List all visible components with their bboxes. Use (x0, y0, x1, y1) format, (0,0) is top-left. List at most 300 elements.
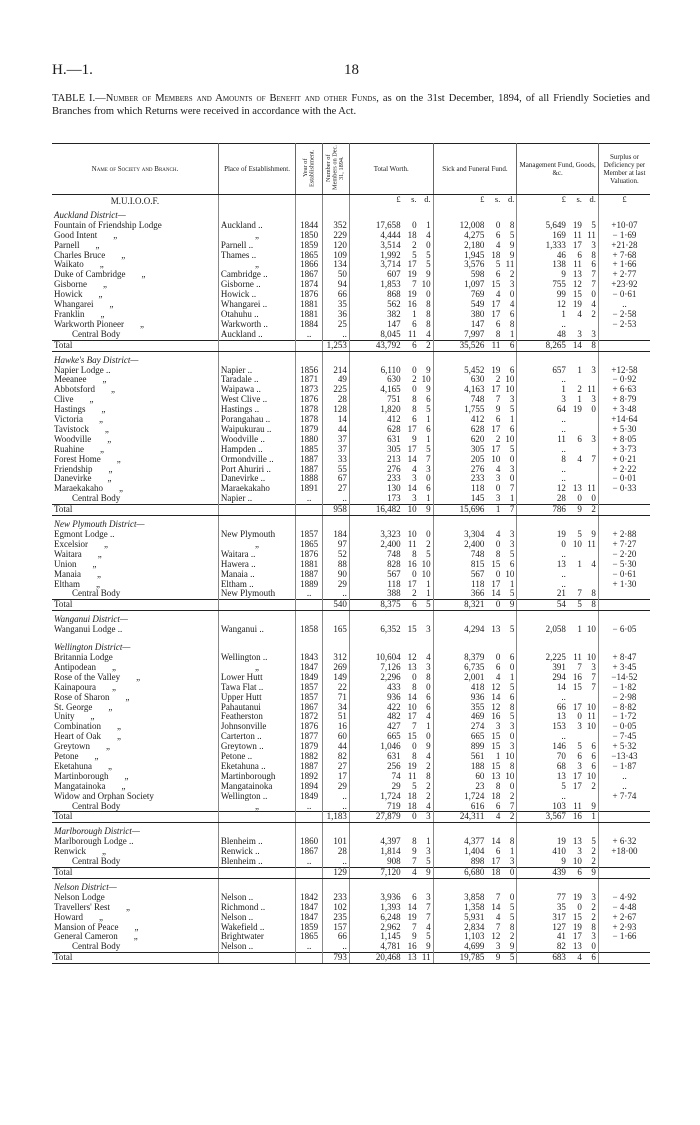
sick-funeral-fund-pounds: 898 (470, 857, 485, 867)
year: 1876 (296, 395, 323, 405)
surplus (598, 494, 650, 504)
ditto-mark: „ (112, 662, 116, 672)
branch-name (52, 847, 218, 857)
total-worth (349, 712, 433, 722)
branch-name-text: Manaia (54, 569, 81, 579)
total-management-fund (517, 953, 599, 964)
management-fund (517, 530, 599, 540)
total-sick-fund (433, 812, 517, 823)
sick-funeral-fund (433, 455, 517, 465)
place: Taradale .. (218, 375, 295, 385)
total-label: Total (52, 600, 218, 611)
total-worth (349, 857, 433, 867)
ditto-mark: „ (97, 549, 102, 559)
members: 102 (323, 903, 350, 913)
blank (296, 600, 323, 611)
total-worth (349, 903, 433, 913)
branch-name-text: Combination (54, 722, 101, 732)
place: Waipawa .. (218, 385, 295, 395)
total-worth-pounds: 1,145 (380, 932, 401, 942)
total-worth-pence: 1 (426, 837, 431, 847)
branch-name (52, 923, 218, 933)
blank (218, 195, 295, 207)
total-worth-pounds: 2,296 (380, 672, 401, 682)
branch-name (52, 703, 218, 713)
sick-funeral-fund-shillings: 2 (495, 375, 501, 385)
total-row (52, 505, 650, 516)
total-members: 1,253 (323, 340, 350, 351)
management-fund (517, 484, 599, 494)
total-total-worth-shillings: 0 (412, 811, 417, 822)
surplus: + 2·88 (612, 530, 637, 539)
sick-funeral-fund-pence: 2 (509, 270, 515, 280)
management-fund-pence: 3 (591, 932, 596, 942)
total-worth (349, 455, 433, 465)
management-fund (517, 550, 599, 560)
members: 82 (323, 752, 350, 762)
sick-funeral-fund-pounds: 549 (470, 300, 485, 310)
total-worth-shillings: 14 (407, 484, 417, 494)
blank (218, 812, 295, 823)
district-name: Auckland District— (52, 207, 218, 221)
total-worth (349, 300, 433, 310)
blank (218, 351, 295, 365)
management-fund (517, 300, 599, 310)
total-worth-pounds: 276 (387, 464, 401, 474)
ditto-mark: „ (98, 290, 103, 300)
sick-funeral-fund-pounds: 274 (470, 722, 485, 732)
total-sick-fund-pence: 9 (509, 599, 515, 610)
management-fund (517, 540, 599, 550)
sick-funeral-fund-pence: 1 (509, 847, 515, 857)
total-management-fund (517, 505, 599, 516)
sick-funeral-fund (433, 942, 517, 952)
management-fund-shillings: 10 (572, 539, 582, 549)
members: 235 (323, 913, 350, 923)
year: 1887 (296, 455, 323, 465)
management-fund-pence: 7 (591, 454, 596, 464)
ditto-mark: „ (100, 309, 105, 319)
management-fund (517, 742, 599, 752)
sick-funeral-fund (433, 260, 517, 270)
sick-funeral-fund-pence: 4 (509, 300, 515, 310)
sick-funeral-fund-pence: 5 (509, 589, 515, 599)
pence-sign: d. (507, 194, 515, 204)
branch-row (52, 474, 650, 484)
management-fund (517, 703, 599, 713)
total-worth-pence: 4 (426, 230, 431, 240)
total-management-fund-pounds: 439 (552, 867, 566, 877)
total-worth (349, 932, 433, 942)
place: Auckland .. (218, 221, 295, 231)
surplus: + 6·63 (612, 385, 637, 395)
management-fund-shillings: 17 (572, 932, 582, 942)
total-worth (349, 330, 433, 340)
total-worth-shillings: 11 (407, 539, 417, 549)
branch-row (52, 320, 650, 330)
management-fund (517, 375, 599, 385)
sick-funeral-fund-pence: 9 (509, 240, 515, 250)
sick-funeral-fund (433, 782, 517, 792)
total-label: Total (52, 953, 218, 964)
sick-funeral-fund-pence: 1 (509, 494, 515, 504)
ditto-mark: „ (108, 702, 113, 712)
branch-name (52, 732, 218, 742)
blank (598, 516, 650, 530)
sick-funeral-fund-pence: 0 (509, 732, 515, 742)
total-management-fund-shillings: 9 (577, 504, 582, 515)
sick-funeral-fund-pounds: 1,755 (464, 405, 485, 415)
place: „ (218, 260, 295, 270)
total-worth (349, 625, 433, 635)
blank (598, 878, 650, 892)
management-fund (517, 792, 599, 802)
total-worth-pounds: 936 (387, 692, 401, 702)
total-worth-pence: 9 (426, 365, 431, 375)
sick-funeral-fund-pence: 1 (509, 579, 515, 589)
blank (296, 953, 323, 964)
total-worth-shillings: 7 (412, 922, 417, 932)
management-fund-shillings: 15 (572, 682, 582, 692)
branch-row (52, 762, 650, 772)
total-worth-pounds: 74 (391, 771, 401, 781)
branch-name-text: Clive (54, 395, 74, 405)
sick-funeral-fund-shillings: 6 (495, 801, 501, 811)
total-worth-pounds: 6,352 (380, 625, 401, 635)
surplus: − 0·61 (612, 569, 637, 579)
sick-funeral-fund-shillings: 7 (495, 395, 501, 405)
branch-name (52, 290, 218, 300)
branch-name-text: Travellers' Rest (54, 902, 111, 912)
blank (517, 878, 599, 892)
management-fund-shillings: 16 (572, 672, 582, 682)
members: 229 (323, 231, 350, 241)
management-fund-pounds: 99 (556, 290, 566, 300)
total-management-fund (517, 600, 599, 611)
total-sick-fund-shillings: 11 (491, 340, 501, 350)
branch-row (52, 455, 650, 465)
sick-funeral-fund-pence: 10 (505, 752, 515, 762)
blank (598, 611, 650, 625)
members: 51 (323, 712, 350, 722)
management-fund-pounds: 103 (552, 801, 566, 811)
total-worth-shillings: 0 (412, 672, 417, 682)
sick-funeral-fund-shillings: 3 (495, 494, 501, 504)
total-worth (349, 415, 433, 425)
sick-funeral-fund-pounds: 2,001 (464, 672, 485, 682)
total-members: 1,183 (323, 812, 350, 823)
total-total-worth (349, 340, 433, 351)
management-fund-pence: 6 (591, 742, 596, 752)
place: Nelson .. (218, 942, 295, 952)
sick-funeral-fund (433, 465, 517, 475)
members: 55 (323, 465, 350, 475)
total-worth (349, 683, 433, 693)
year: 1865 (296, 540, 323, 550)
total-worth (349, 589, 433, 599)
year: 1887 (296, 570, 323, 580)
total-worth-pounds: 29 (391, 781, 401, 791)
total-worth-shillings: 12 (407, 652, 417, 662)
management-fund (517, 435, 599, 445)
branch-name (52, 932, 218, 942)
total-sick-fund-shillings: 4 (495, 811, 501, 822)
management-fund (517, 673, 599, 683)
surplus (598, 942, 650, 952)
total-worth (349, 290, 433, 300)
sick-funeral-fund-shillings: 10 (491, 454, 501, 464)
ditto-mark: „ (107, 474, 112, 484)
management-fund-shillings: 6 (577, 752, 582, 762)
branch-name-text: Gisborne (54, 280, 87, 290)
surplus: + 8·05 (612, 434, 637, 444)
place: Napier .. (218, 494, 295, 504)
ditto-mark: „ (99, 260, 104, 270)
sick-funeral-fund-pounds: 469 (470, 712, 485, 722)
management-fund (517, 625, 599, 635)
sick-funeral-fund-pounds: 4,294 (464, 625, 485, 635)
total-worth-pounds: 233 (387, 474, 401, 484)
blank (323, 878, 350, 892)
management-fund-pence: 3 (591, 434, 596, 444)
blank (433, 878, 517, 892)
blank (218, 516, 295, 530)
sick-funeral-fund-shillings: 9 (495, 405, 501, 415)
total-worth (349, 395, 433, 405)
sick-funeral-fund-pence: 6 (509, 365, 515, 375)
management-fund-pence: 3 (591, 662, 596, 672)
blank (349, 611, 433, 625)
total-worth-pounds: 3,936 (380, 892, 401, 902)
total-sick-fund-pounds: 6,680 (464, 867, 485, 877)
central-body-row (52, 589, 650, 599)
total-worth-pounds: 1,853 (380, 280, 401, 290)
management-fund (517, 415, 599, 425)
total-worth (349, 722, 433, 732)
sick-funeral-fund-shillings: 4 (495, 672, 501, 682)
management-fund-pounds: 317 (552, 912, 566, 922)
management-fund-shillings: 11 (573, 260, 582, 270)
sick-funeral-fund (433, 405, 517, 415)
total-worth-pence: 5 (426, 549, 431, 559)
branch-name-text: Hastings (54, 405, 86, 415)
place: Brightwater (218, 932, 295, 942)
members: 157 (323, 923, 350, 933)
currency-units-surplus: £ (622, 194, 627, 204)
sick-funeral-fund (433, 530, 517, 540)
sick-funeral-fund (433, 742, 517, 752)
total-sick-fund-shillings: 0 (495, 599, 501, 610)
year: .. (296, 494, 323, 504)
surplus: + 3·48 (612, 405, 637, 415)
year: 1892 (296, 772, 323, 782)
surplus: − 1·66 (612, 932, 637, 942)
management-fund-shillings: 5 (577, 530, 582, 539)
management-fund-pence: 11 (587, 712, 596, 722)
management-fund-shillings: 13 (572, 942, 582, 952)
branch-name-text: Heart of Oak (54, 732, 101, 742)
place: Manaia .. (218, 570, 295, 580)
branch-name-text: Fountain of Friendship Lodge (54, 220, 162, 230)
management-fund-pounds: 8 (561, 454, 566, 464)
sick-funeral-fund-pounds: 598 (470, 270, 485, 280)
total-management-fund-pence: 9 (591, 867, 596, 877)
members: 50 (323, 270, 350, 280)
branch-row (52, 415, 650, 425)
total-worth-pence: 10 (421, 569, 431, 579)
total-worth-pence: 1 (426, 415, 431, 425)
management-fund-pounds: .. (561, 319, 566, 329)
col-header-management-fund: Management Fund, Goods, &c. (517, 144, 599, 195)
management-fund-pounds: 1,333 (545, 240, 566, 250)
total-worth-shillings: 0 (412, 569, 417, 579)
total-worth-pence: 1 (426, 220, 431, 230)
total-management-fund-pence: 8 (591, 340, 596, 350)
branch-row (52, 693, 650, 703)
sick-funeral-fund (433, 857, 517, 867)
management-fund-pence: 0 (591, 494, 596, 504)
ditto-mark: „ (92, 559, 97, 569)
management-fund-pounds: 755 (552, 280, 566, 290)
place: Hawera .. (218, 560, 295, 570)
branch-row (52, 792, 650, 802)
col-header-total-worth: Total Worth. (349, 144, 433, 195)
sick-funeral-fund-pence: 3 (509, 395, 515, 405)
members: 128 (323, 405, 350, 415)
total-members: 129 (323, 868, 350, 879)
sick-funeral-fund-pounds: 5,931 (464, 912, 485, 922)
pound-sign: £ (396, 194, 401, 204)
sick-funeral-fund-pounds: 12,008 (459, 220, 485, 230)
management-fund-pence: 7 (591, 280, 596, 290)
management-fund-shillings: 19 (572, 220, 582, 230)
management-fund-pence: 7 (591, 270, 596, 280)
branch-row (52, 484, 650, 494)
total-worth-pounds: 422 (387, 702, 401, 712)
sick-funeral-fund (433, 570, 517, 580)
sick-funeral-fund-pence: 8 (509, 761, 515, 771)
total-row (52, 600, 650, 611)
total-worth-pounds: 388 (387, 589, 401, 599)
sick-funeral-fund-pounds: 561 (470, 752, 485, 762)
ditto-mark: „ (121, 250, 126, 260)
total-worth (349, 580, 433, 590)
sick-funeral-fund (433, 932, 517, 942)
members: .. (323, 330, 350, 340)
total-worth-pounds: 748 (387, 549, 401, 559)
management-fund-pounds: 77 (556, 892, 566, 902)
blank (349, 351, 433, 365)
total-worth-pence: 6 (426, 702, 431, 712)
sick-funeral-fund-shillings: 0 (495, 484, 501, 494)
management-fund-pence: 2 (591, 912, 596, 922)
members: 67 (323, 474, 350, 484)
total-worth-shillings: 8 (412, 837, 417, 847)
total-sick-fund (433, 953, 517, 964)
year: 1856 (296, 366, 323, 376)
sick-funeral-fund-shillings: 14 (491, 692, 501, 702)
management-fund-pounds: 1 (561, 309, 566, 319)
year: 1887 (296, 762, 323, 772)
sick-funeral-fund-shillings: 7 (495, 922, 501, 932)
management-fund-pence: 8 (591, 250, 596, 260)
total-worth-pence: 5 (426, 260, 431, 270)
total-sick-fund-pence: 2 (509, 811, 515, 822)
pence-sign: d. (424, 194, 431, 204)
surplus: + 3·45 (612, 662, 637, 672)
place: Tawa Flat .. (218, 683, 295, 693)
total-members: 540 (323, 600, 350, 611)
central-body-row (52, 857, 650, 867)
sick-funeral-fund (433, 913, 517, 923)
management-fund-shillings: 15 (572, 912, 582, 922)
pound-sign: £ (561, 194, 566, 204)
branch-name (52, 683, 218, 693)
management-fund-pence: 10 (586, 771, 596, 781)
branch-row (52, 310, 650, 320)
branch-name (52, 385, 218, 395)
sick-funeral-fund-pence: 3 (509, 280, 515, 290)
total-total-worth-pence: 11 (421, 952, 431, 963)
caption-rest: , as on the 31st December, 1894, of all Friendly Societies and Branches from which Returns were received in accordance with the Act. (52, 93, 651, 117)
management-fund-pounds: 35 (556, 902, 566, 912)
ditto-mark: „ (101, 405, 106, 415)
sick-funeral-fund-pence: 11 (505, 260, 515, 270)
place: Porangahau .. (218, 415, 295, 425)
total-worth-pence: 5 (426, 932, 431, 942)
management-fund (517, 290, 599, 300)
header-row (52, 144, 650, 195)
ditto-mark: „ (136, 672, 141, 682)
branch-name (52, 653, 218, 663)
sick-funeral-fund (433, 221, 517, 231)
total-worth-pounds: 4,444 (380, 230, 401, 240)
management-fund-pounds: 127 (552, 922, 566, 932)
surplus: +21·28 (611, 240, 638, 250)
total-worth-pence: 4 (426, 712, 431, 722)
total-worth-pounds: 630 (387, 375, 401, 385)
management-fund-pence: 7 (591, 672, 596, 682)
total-worth-shillings: 3 (412, 494, 417, 504)
sick-funeral-fund-pounds: 2,400 (464, 539, 485, 549)
branch-row (52, 673, 650, 683)
blank (296, 207, 323, 221)
total-worth-pence: 2 (426, 791, 431, 801)
total-worth-shillings: 7 (412, 722, 417, 732)
year: 1858 (296, 625, 323, 635)
management-fund-pounds: 138 (552, 260, 566, 270)
management-fund-pounds: 13 (556, 559, 566, 569)
year: 1859 (296, 923, 323, 933)
sick-funeral-fund-pence: 3 (509, 742, 515, 752)
place: Eketahuna .. (218, 762, 295, 772)
total-worth-shillings: 0 (412, 365, 417, 375)
blank (598, 812, 650, 823)
sick-funeral-fund (433, 425, 517, 435)
total-worth (349, 802, 433, 812)
management-fund-pounds: 2,058 (545, 625, 566, 635)
sick-funeral-fund (433, 802, 517, 812)
total-worth-pence: 0 (426, 474, 431, 484)
total-worth-pounds: 305 (387, 444, 401, 454)
management-fund-shillings: 1 (577, 625, 582, 635)
sick-funeral-fund (433, 653, 517, 663)
blank (598, 207, 650, 221)
branch-row (52, 280, 650, 290)
total-worth (349, 310, 433, 320)
total-worth-shillings: 5 (412, 781, 417, 791)
sick-funeral-fund-pence: 6 (509, 559, 515, 569)
